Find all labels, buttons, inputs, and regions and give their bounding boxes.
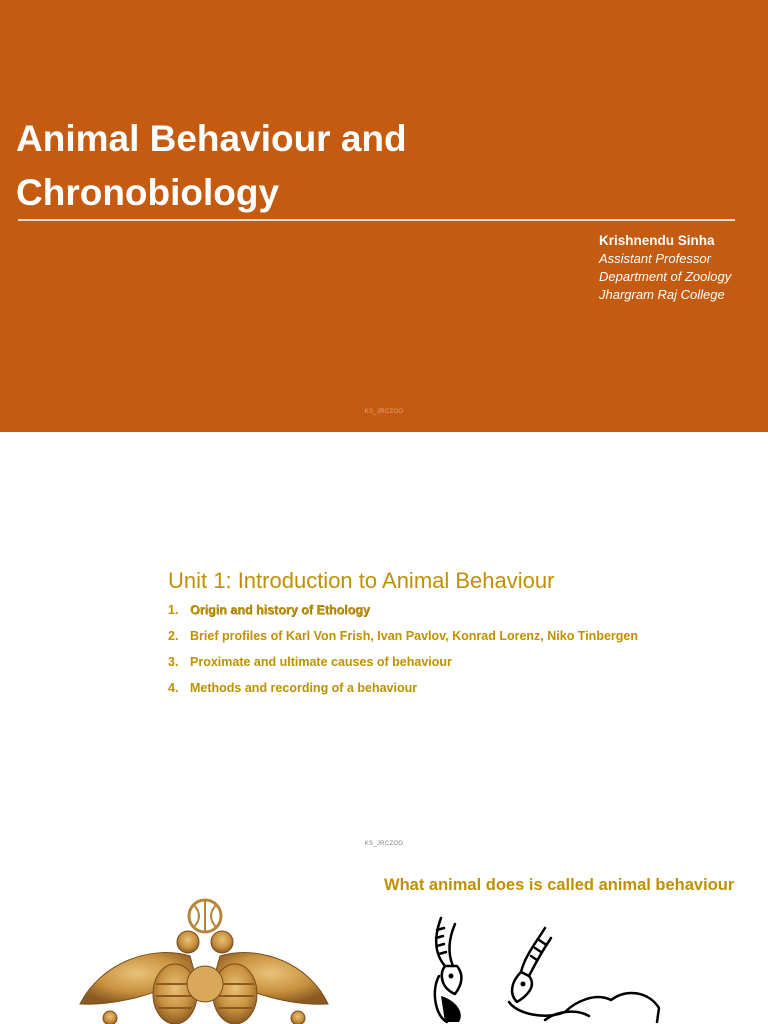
antelope-line-drawing-image <box>425 916 665 1024</box>
author-name: Krishnendu Sinha <box>599 233 715 248</box>
unit-slide <box>0 432 768 864</box>
slide-footer: KS_JRCZOO <box>364 841 404 847</box>
author-department: Department of Zoology <box>599 269 732 284</box>
unit-heading: Unit 1: Introduction to Animal Behaviour <box>168 568 555 593</box>
author-institution: Jhargram Raj College <box>599 287 725 302</box>
slide-title-line-1: Animal Behaviour and <box>16 118 407 159</box>
author-block <box>599 232 731 304</box>
slide-footer: KS_JRCZOO <box>364 409 404 415</box>
list-item <box>168 652 638 678</box>
list-item-number: 4. <box>168 681 179 695</box>
slide-title-line-2: Chronobiology <box>16 172 280 213</box>
list-item <box>168 678 638 704</box>
list-item-text: Proximate and ultimate causes of behaviour <box>190 655 452 669</box>
golden-bee-pendant-image <box>70 894 340 1024</box>
definition-slide <box>0 864 768 1024</box>
list-item-text: Brief profiles of Karl Von Frish, Ivan Pavlov, Konrad Lorenz, Niko Tinbergen <box>190 629 638 643</box>
list-item <box>168 626 638 652</box>
list-item-text: Methods and recording of a behaviour <box>190 681 418 695</box>
list-item-text: Origin and history of Ethology <box>190 603 370 617</box>
slide-title <box>16 112 716 220</box>
list-item-number: 3. <box>168 655 179 669</box>
author-role: Assistant Professor <box>599 251 711 266</box>
topic-list <box>168 600 638 704</box>
list-item-number: 1. <box>168 603 179 617</box>
title-divider <box>18 219 735 221</box>
title-slide <box>0 0 768 432</box>
definition-heading: What animal does is called animal behaviour <box>384 876 735 894</box>
list-item-number: 2. <box>168 629 179 643</box>
list-item <box>168 600 638 626</box>
